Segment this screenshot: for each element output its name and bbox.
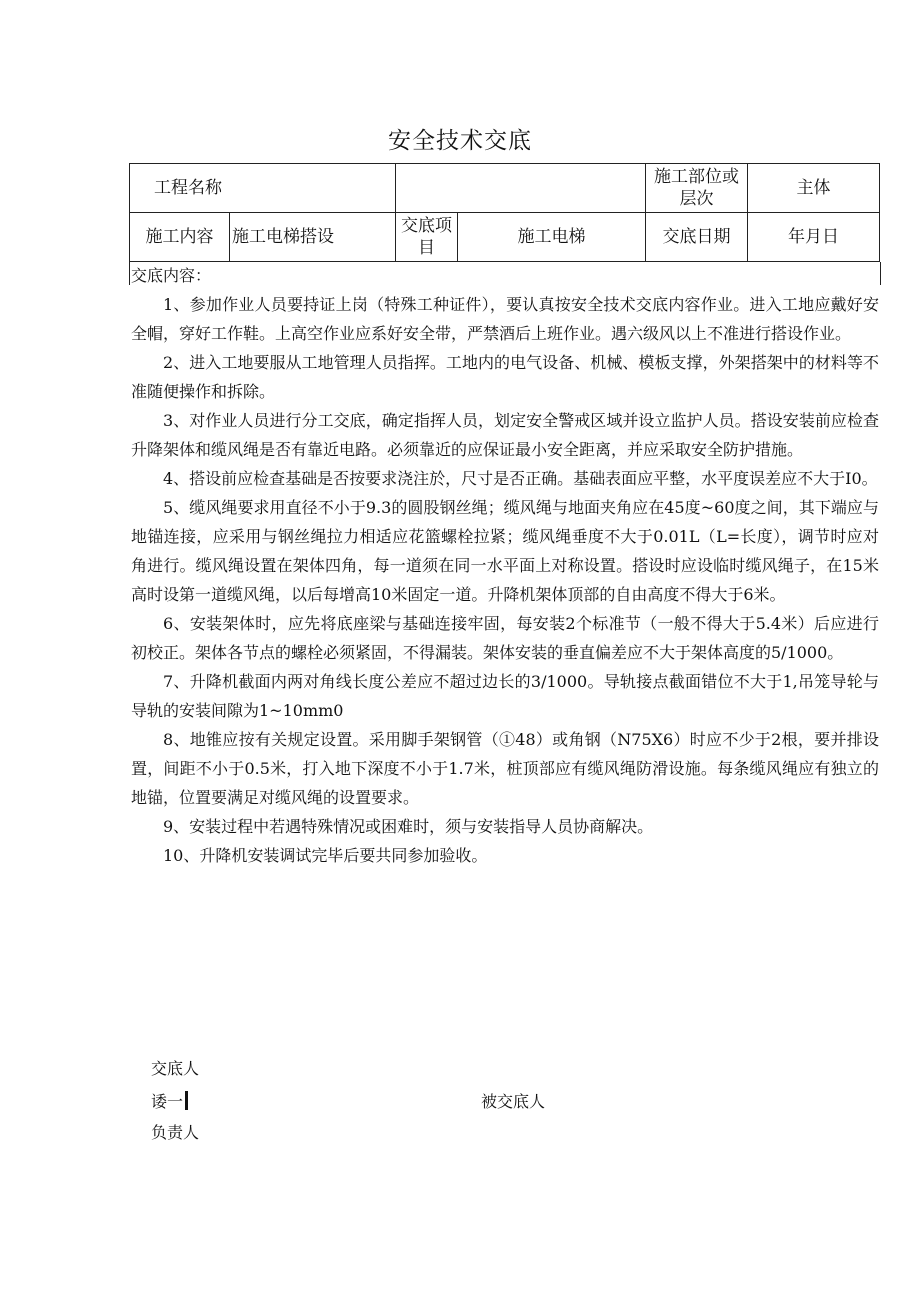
- project-name-label: 工程名称: [130, 164, 396, 213]
- project-name-value: [396, 164, 646, 213]
- signature-line-2-text: 诿一: [151, 1092, 184, 1111]
- date-value: 年月日: [748, 213, 880, 262]
- location-value: 主体: [748, 164, 880, 213]
- signature-mark: [185, 1091, 188, 1110]
- content-label: 施工内容: [130, 213, 230, 262]
- date-label: 交底日期: [646, 213, 748, 262]
- paragraph-3: 3、对作业人员进行分工交底，确定指挥人员，划定安全警戒区域并设立监护人员。搭设安装前应检查升降架体和缆风绳是否有靠近电路。必须靠近的应保证最小安全距离，并应采取安全防护措施。: [131, 411, 879, 459]
- recipient-label: 被交底人: [481, 1092, 546, 1111]
- content-body: [131, 290, 879, 870]
- header-table: [129, 163, 880, 262]
- responsible-label: 负责人: [151, 1123, 200, 1142]
- paragraph-6: 6、安装架体时，应先将底座梁与基础连接牢固，每安装2个标准节（一般不得大于5.4米）后应进行初校正。架体各节点的螺栓必须紧固，不得漏装。架体安装的垂直偏差应不大于架体高度的5/1000。: [131, 614, 879, 662]
- paragraph-9: 9、安装过程中若遇特殊情况或困难时，须与安装指导人员协商解决。: [163, 817, 654, 836]
- paragraph-8: 8、地锥应按有关规定设置。采用脚手架钢管（①48）或角钢（N75X6）时应不少于2根，要并排设置，间距不小于0.5米，打入地下深度不小于1.7米，桩顶部应有缆风绳防滑设施。每条缆风绳应有独立的地锚，位置要满足对缆风绳的设置要求。: [131, 730, 879, 807]
- item-label: 交底项目: [396, 213, 458, 262]
- paragraph-7: 7、升降机截面内两对角线长度公差应不超过边长的3/1000。导轨接点截面错位不大于1,吊笼导轮与导轨的安装间隙为1~10mm0: [131, 672, 879, 720]
- paragraph-10: 10、升降机安装调试完毕后要共同参加验收。: [163, 846, 488, 865]
- paragraph-2: 2、进入工地要服从工地管理人员指挥。工地内的电气设备、机械、模板支撑，外架搭架中的材料等不准随便操作和拆除。: [131, 353, 879, 401]
- paragraph-5: 5、缆风绳要求用直径不小于9.3的圆股钢丝绳；缆风绳与地面夹角应在45度~60度之间，其下端应与地锚连接，应采用与钢丝绳拉力相适应花篮螺栓拉紧；缆风绳垂度不大于0.01L（L=长度），调节时应对角进行。缆风绳设置在架体四角，每一道须在同一水平面上对称设置。搭设时应设临时缆风绳子，在15米高时设第一道缆风绳，以后每增高10米固定一道。升降机架体顶部的自由高度不得大于6米。: [131, 498, 879, 604]
- content-intro: 交底内容：: [131, 266, 212, 285]
- item-value: 施工电梯: [458, 213, 646, 262]
- location-label: 施工部位或层次: [646, 164, 748, 213]
- discloser-label: 交底人: [151, 1059, 200, 1078]
- content-box: [129, 262, 881, 285]
- paragraph-1: 1、参加作业人员要持证上岗（特殊工种证件），要认真按安全技术交底内容作业。进入工地应戴好安全帽，穿好工作鞋。上高空作业应系好安全带，严禁酒后上班作业。遇六级风以上不准进行搭设作业。: [131, 295, 879, 343]
- paragraph-4: 4、搭设前应检查基础是否按要求浇注於，尺寸是否正确。基础表面应平整，水平度误差应不大于I0。: [163, 469, 878, 488]
- content-value: 施工电梯搭设: [230, 213, 396, 262]
- signature-line-2: [151, 1089, 188, 1112]
- document-title: 安全技术交底: [388, 128, 532, 154]
